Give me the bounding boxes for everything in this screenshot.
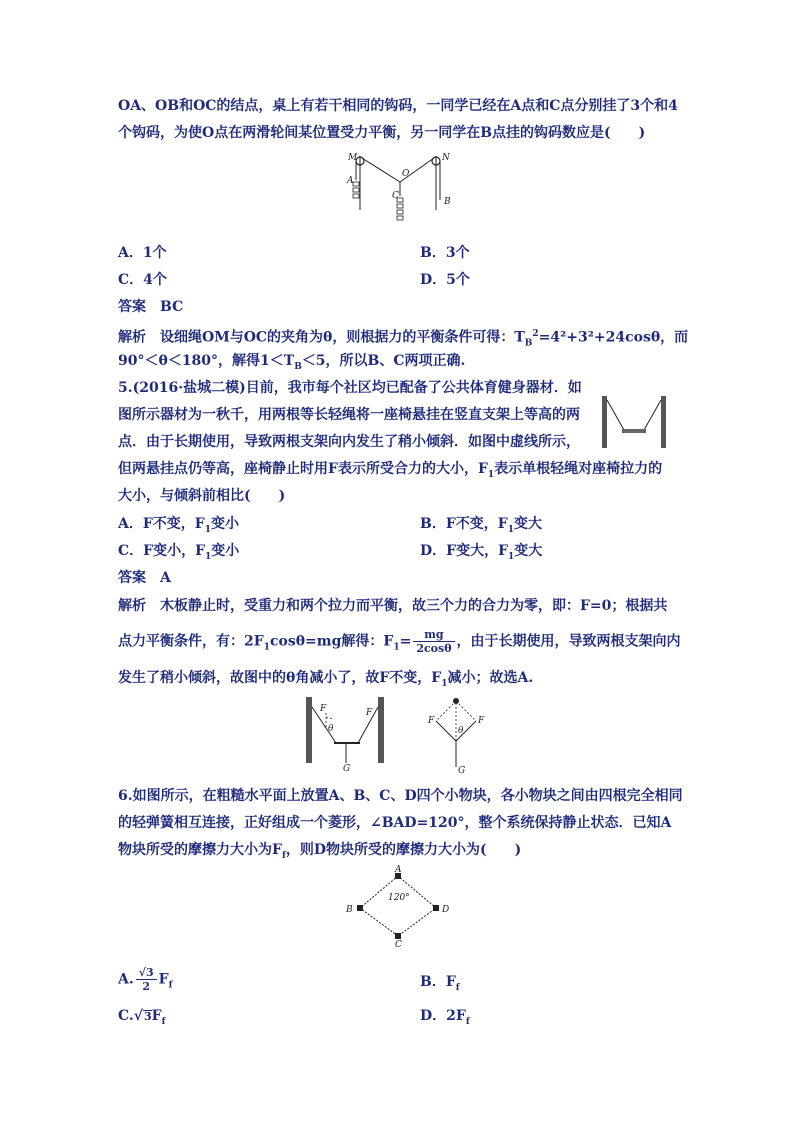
label-A: A (395, 865, 402, 875)
label-B: B (346, 905, 353, 915)
label-D: D (442, 905, 450, 915)
q5-answer: 答案 A (118, 570, 171, 586)
q4-stem-line-1: OA、OB和OC的结点，桌上有若干相同的钩码，一同学已经在A点和C点分别挂了3个和4 (118, 98, 678, 114)
svg-text:F: F (366, 708, 373, 718)
q6-stem-line-2: 的轻弹簧相互连接，正好组成一个菱形，∠BAD=120°，整个系统保持静止状态．已知A (118, 815, 672, 831)
q5-force-figure-right (428, 697, 488, 776)
q5-stem-line-3: 点．由于长期使用，导致两根支架向内发生了稍小倾斜．如图中虚线所示， (118, 434, 580, 450)
label-C: C (395, 940, 402, 950)
q5-option-b: B．F不变，$F_1$变大 (420, 516, 542, 535)
q5-explanation-line-3: 发生了稍小倾斜，故图中的θ角减小了，故F不变，$F_1$减小；故选A. (118, 670, 534, 689)
q5-option-d: D．F变大，$F_1$变大 (420, 543, 543, 562)
label-A: A (347, 176, 354, 186)
q5-stem-line-2: 图所示器材为一秋千，用两根等长轻绳将一座椅悬挂在竖直支架上等高的两 (118, 407, 580, 423)
q6-option-b: B．$F_f$ (420, 974, 460, 993)
q5-stem-line-1: 5.(2016·盐城二模)目前，我市每个社区均已配备了公共体育健身器材．如 (118, 380, 582, 396)
label-B: B (444, 197, 451, 207)
q4-pulley-figure (340, 148, 460, 218)
q5-force-figure-left (304, 697, 388, 773)
q5-fraction: $\frac{mg}{2\cos\theta}$ (413, 628, 454, 655)
q5-explanation-line-1: 解析 木板静止时，受重力和两个拉力而平衡，故三个力的合力为零，即：F=0；根据共 (118, 598, 668, 614)
q4-explanation-line-1: 解析 设细绳OM与OC的夹角为θ，则根据力的平衡条件可得：$T_B^2=4^2+3^2+24\cos\theta$，而 (118, 329, 689, 349)
q4-option-b: B．3个 (420, 245, 470, 261)
q4-answer: 答案 BC (118, 299, 184, 315)
q4-explanation-line-2: 90°＜θ＜180°，解得$1<T_B<5$，所以B、C两项正确. (118, 353, 466, 372)
g-label-right: G (458, 766, 466, 776)
svg-text:F: F (320, 704, 327, 714)
label-N: N (442, 153, 450, 163)
theta-label-right: θ (458, 726, 464, 736)
q6-option-d: D．$2F_f$ (420, 1008, 470, 1027)
q4-option-d: D．5个 (420, 272, 470, 288)
q6-option-a: A. $\frac{√3}{2}$ $F_f$ (118, 966, 173, 993)
label-C: C (392, 191, 399, 201)
svg-text:F: F (428, 716, 435, 726)
q5-swing-figure (600, 396, 668, 448)
angle-label: 120° (388, 893, 410, 903)
svg-text:F: F (478, 716, 485, 726)
q4-stem-line-2: 个钩码，为使O点在两滑轮间某位置受力平衡，另一同学在B点挂的钩码数应是( ) (118, 125, 646, 141)
label-M: M (348, 153, 358, 163)
g-label-left: G (343, 764, 351, 774)
q5-option-a: A．F不变，$F_1$变小 (118, 516, 240, 535)
q4-option-c: C．4个 (118, 272, 167, 288)
q6-option-c: $C.√3F_f$ (118, 1008, 166, 1027)
q5-stem-line-4: 但两悬挂点仍等高，座椅静止时用F表示所受合力的大小，$F_1$表示单根轻绳对座椅拉力的 (118, 461, 663, 480)
theta-label-left: θ (328, 724, 334, 734)
q5-option-c: C．F变小，$F_1$变小 (118, 543, 240, 562)
q6-rhombus-figure (340, 866, 456, 948)
q5-explanation-line-2: 点力平衡条件，有：$2F_1\cos\theta=mg$解得：$F_1=$ $\frac{mg}{2\cos\theta}$ ，由于长期使用，导致两根支架向内 (118, 628, 681, 655)
q6-stem-line-1: 6.如图所示，在粗糙水平面上放置A、B、C、D四个小物块，各小物块之间由四根完全相同 (118, 788, 683, 804)
q6-stem-line-3: 物块所受的摩擦力大小为$F_f$，则D物块所受的摩擦力大小为( ) (118, 842, 522, 861)
label-O: O (402, 169, 410, 179)
q4-option-a: A．1个 (118, 245, 167, 261)
q5-stem-line-5: 大小，与倾斜前相比( ) (118, 488, 286, 504)
